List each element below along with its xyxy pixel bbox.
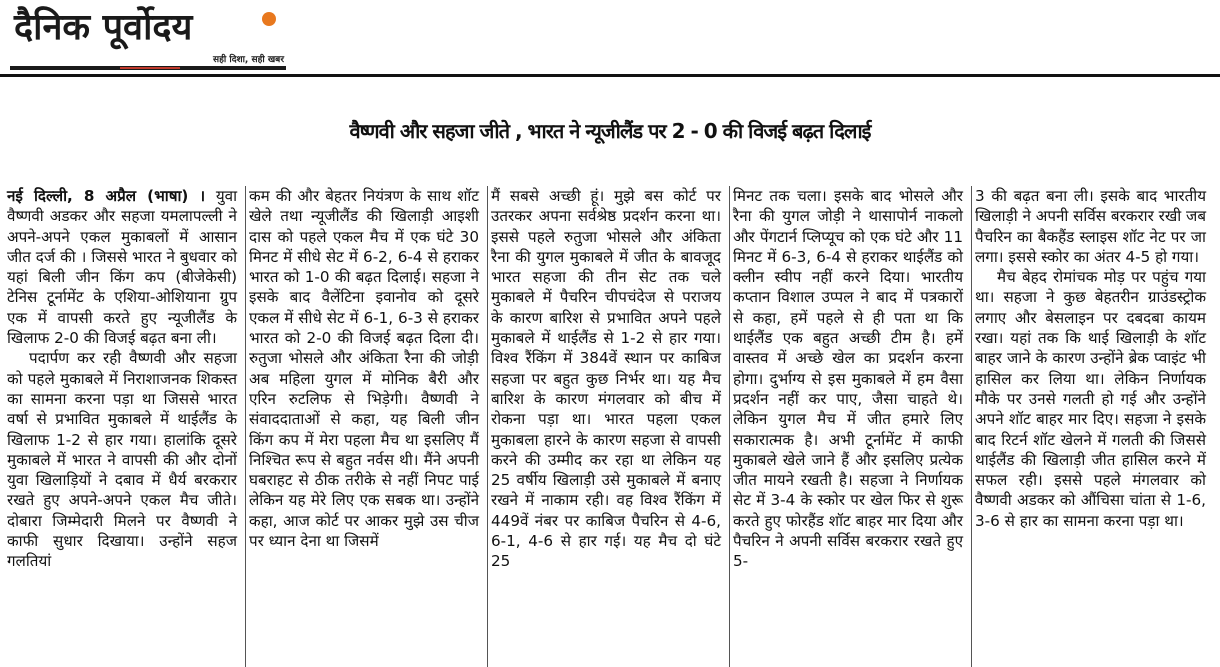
paragraph: कम की और बेहतर नियंत्रण के साथ शॉट खेले तथा न्यूजीलैंड की खिलाड़ी आइशी दास को पहले एकल मैच में एक घंटे 30 मिनट में सीधे सेट में 6-2, 6-4 से हराकर भारत को 1-0 की बढ़त दिलाई। सहजा ने इसके बाद वैलेंटिना इवानोव को दूसरे एकल में सीधे सेट में 6-1, 6-3 से हराकर भारत को 2-0 की विजई बढ़त दिला दी। रुतुजा भोसले और अंकिता रैना की जोड़ी अब महिला युगल में मोनिक बैरी और एरिन रुटलिफ से भिड़ेगी। वैष्णवी ने संवाददाताओं से कहा, यह बिली जीन किंग कप में मेरा पहला मैच था इसलिए मैं निश्चित रूप से बहुत नर्वस थी। मैंने अपनी घबराहट से ठीक तरीके से नहीं निपट पाई लेकिन यह मेरे लिए एक सबक था। उन्होंने कहा, आज कोर्ट पर आकर मुझे उस चीज पर ध्यान देना था जिसमें	[249, 187, 479, 551]
paragraph: मिनट तक चला। इसके बाद भोसले और रैना की युगल जोड़ी ने थासापोर्न नाकलो और पेंगटार्न प्लिप्यूच को एक घंटे और 11 मिनट में 6-3, 6-4 से हराकर थाईलैंड को क्लीन स्वीप नहीं करने दिया। भारतीय कप्तान विशाल उप्पल ने बाद में पत्रकारों से कहा, हमें पहले से ही पता था कि थाईलैंड एक बहुत अच्छी टीम है। हमें वास्तव में अच्छे खेल का प्रदर्शन करना होगा। दुर्भाग्य से इस मुकाबले में हम वैसा प्रदर्शन नहीं कर पाए, जैसा चाहते थे। लेकिन युगल मैच में जीत हमारे लिए सकारात्मक है। अभी टूर्नामेंट में काफी मुकाबले खेले जाने हैं और इसलिए प्रत्येक जीत मायने रखती है। सहजा ने निर्णायक सेट में 3-4 के स्कोर पर खेल फिर से शुरू करते हुए फोरहैंड शॉट बाहर मार दिया और पैचरिन ने अपनी सर्विस बरकरार रखते हुए 5-	[733, 187, 963, 571]
newspaper-logo: दैनिक पूर्वोदय	[14, 7, 193, 48]
article-headline: वैष्णवी और सहजा जीते , भारत ने न्यूजीलैंड पर 2 - 0 की विजई बढ़त दिलाई	[349, 118, 871, 143]
masthead-tagline: सही दिशा, सही खबर	[213, 55, 284, 65]
paragraph: मैं सबसे अच्छी हूं। मुझे बस कोर्ट पर उतरकर अपना सर्वश्रेष्ठ प्रदर्शन करना था। इससे पहले रुतुजा भोसले और अंकिता रैना की युगल मुकाबले में जीत के बावजूद भारत सहजा की तीन सेट तक चले मुकाबले में पैचरिन चीपचंदेज से पराजय के कारण बारिश से प्रभावित अपने पहले मुकाबले में थाईलैंड से 1-2 से हार गया। विश्व रैंकिंग में 384वें स्थान पर काबिज सहजा पर बहुत कुछ निर्भर था। यह मैच बारिश के कारण मंगलवार को बीच में रोकना पड़ा था। भारत पहला एकल मुकाबला हारने के कारण सहजा से वापसी करने की उम्मीद कर रहा था लेकिन यह 25 वर्षीय खिलाड़ी उसे मुकाबले में बनाए रखने में नाकाम रही। वह विश्व रैंकिंग में 449वें नंबर पर काबिज पैचरिन से 4-6, 6-1, 4-6 से हार गई। यह मैच दो घंटे 25	[491, 187, 721, 571]
paragraph: पदार्पण कर रही वैष्णवी और सहजा को पहले मुकाबले में निराशाजनक शिकस्त का सामना करना पड़ा था जिससे भारत वर्षा से प्रभावित मुकाबले में थाईलैंड के खिलाफ 1-2 से हार गया। हालांकि दूसरे मुकाबले में भारत ने वापसी की और दोनों युवा खिलाड़ियों ने दबाव में धैर्य बरकरार रखते हुए अपने-अपने एकल मैच जीते। दोबारा जिम्मेदारी मिलने पर वैष्णवी ने काफी सुधार दिखाया। उन्होंने सहज गलतियां	[7, 349, 237, 571]
article-column-2	[246, 186, 488, 667]
article-body	[4, 186, 1216, 667]
paragraph: 3 की बढ़त बना ली। इसके बाद भारतीय खिलाड़ी ने अपनी सर्विस बरकरार रखी जब पैचरिन का बैकहैंड स्लाइस शॉट नेट पर जा लगा। इससे स्कोर का अंतर 4-5 हो गया।	[975, 187, 1206, 266]
dateline: नई दिल्ली, 8 अप्रैल (भाषा) ।	[7, 187, 206, 205]
masthead	[10, 6, 290, 72]
sun-logo-icon	[262, 12, 276, 26]
paragraph: युवा वैष्णवी अडकर और सहजा यमलापल्ली ने अपने-अपने एकल मुकाबलों में आसान जीत दर्ज की । जिससे भारत ने बुधवार को यहां बिली जीन किंग कप (बीजेकेसी) टेनिस टूर्नामेंट के एशिया-ओशियाना ग्रुप एक में वापसी करते हुए न्यूजीलैंड के खिलाफ 2-0 की विजई बढ़त बना ली।	[7, 187, 237, 348]
article-column-1	[4, 186, 246, 667]
article-column-4	[730, 186, 972, 667]
article-column-3	[488, 186, 730, 667]
header-divider	[0, 74, 1220, 77]
paragraph: मैच बेहद रोमांचक मोड़ पर पहुंच गया था। सहजा ने कुछ बेहतरीन ग्राउंडस्ट्रोक लगाए और बेसलाइन पर दबदबा कायम रखा। यहां तक कि थाई खिलाड़ी के शॉट बाहर जाने के कारण उन्होंने ब्रेक प्वाइंट भी हासिल कर लिया था। लेकिन निर्णायक मौके पर उनसे गलती हो गई और उन्होंने अपने शॉट बाहर मार दिए। सहजा ने इसके बाद रिटर्न शॉट खेलने में गलती की जिससे थाईलैंड की खिलाड़ी जीत हासिल करने में सफल रही। इससे पहले मंगलवार को वैष्णवी अडकर को औंचिसा चांता से 1-6, 3-6 से हार का सामना करना पड़ा था।	[975, 268, 1206, 530]
masthead-accent-rule	[120, 67, 180, 69]
article-column-5	[972, 186, 1214, 667]
